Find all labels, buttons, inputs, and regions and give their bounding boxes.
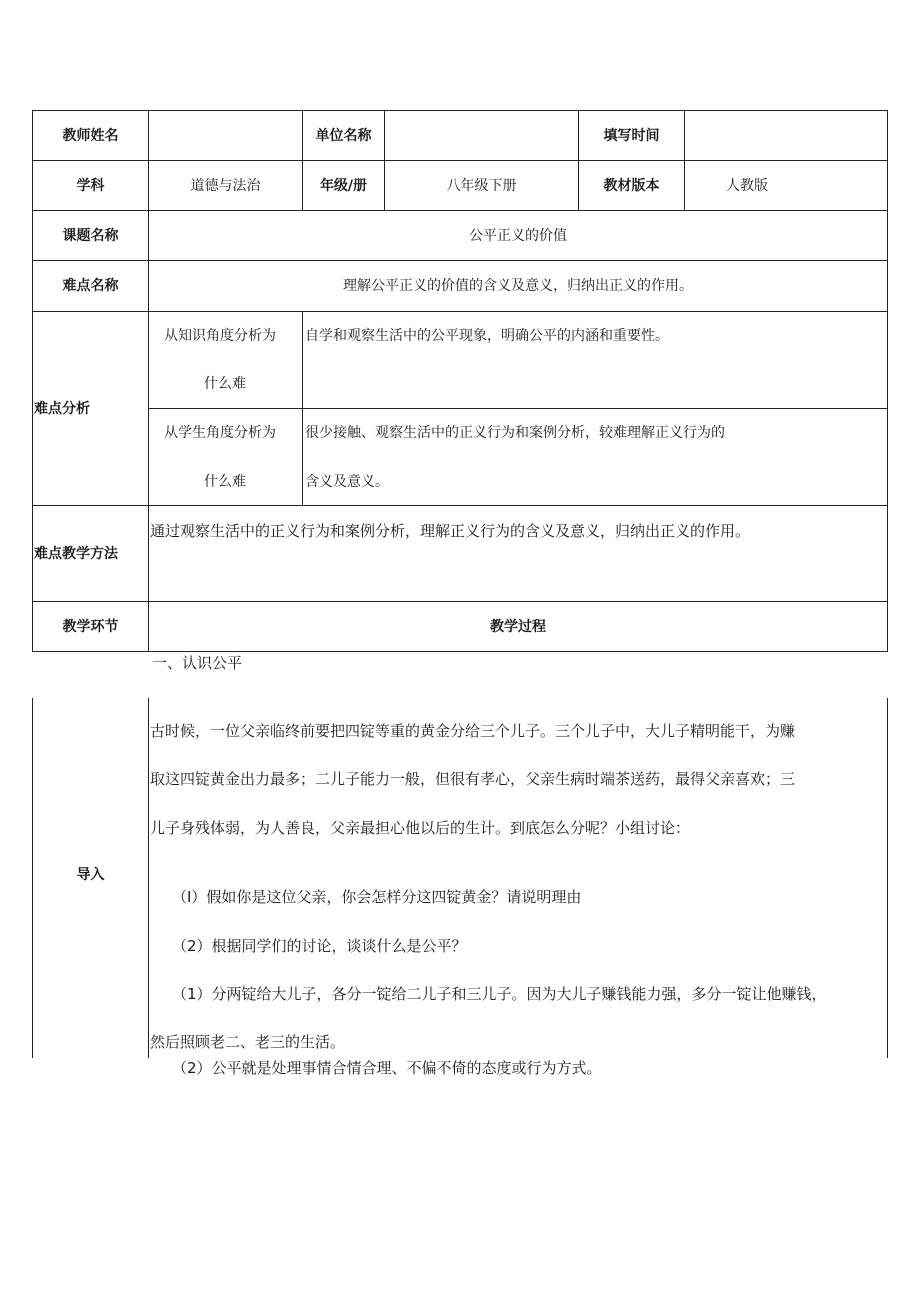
- question-1: （I）假如你是这位父亲，你会怎样分这四锭黄金？请说明理由: [172, 888, 582, 906]
- knowledge-angle-label-line1: 从知识角度分析为: [164, 328, 276, 344]
- method-value: 通过观察生活中的正义行为和案例分析，理解正义行为的含义及意义，归纳出正义的作用。: [150, 522, 751, 540]
- answer-1-line-1: （1）分两锭给大儿子，各分一锭给二儿子和三儿子。因为大儿子赚钱能力强，多分一锭让他赚钱，: [172, 985, 827, 1003]
- teacher-name-label: 教师姓名: [62, 127, 119, 144]
- question-2: （2）根据同学们的讨论，谈谈什么是公平？: [172, 937, 467, 955]
- knowledge-angle-label-line2: 什么难: [204, 376, 246, 392]
- difficulty-label: 难点名称: [62, 278, 119, 294]
- subject-label: 学科: [76, 177, 105, 194]
- answer-2: （2）公平就是处理事情合情合理、不偏不倚的态度或行为方式。: [172, 1059, 602, 1077]
- teaching-process-label: 教学过程: [490, 618, 546, 635]
- knowledge-angle-value: 自学和观察生活中的公平现象，明确公平的内涵和重要性。: [305, 328, 669, 344]
- difficulty-value: 理解公平正义的价值的含义及意义，归纳出正义的作用。: [343, 278, 693, 294]
- method-label: 难点教学方法: [34, 545, 118, 562]
- topic-value: 公平正义的价值: [469, 227, 567, 244]
- intro-label: 导入: [76, 867, 105, 883]
- fill-time-value: [685, 111, 887, 160]
- unit-name-label: 单位名称: [315, 127, 372, 144]
- topic-label: 课题名称: [62, 227, 119, 244]
- teacher-name-value: [149, 111, 302, 160]
- story-line-3: 儿子身残体弱，为人善良，父亲最担心他以后的生计。到底怎么分呢？小组讨论：: [150, 819, 691, 837]
- story-line-2: 取这四锭黄金出力最多；二儿子能力一般，但很有孝心，父亲生病时端茶送药，最得父亲喜欢；三: [150, 770, 796, 788]
- grade-value: 八年级下册: [446, 177, 517, 194]
- teaching-step-label: 教学环节: [62, 618, 119, 635]
- student-angle-label-line2: 什么难: [204, 474, 246, 490]
- student-angle-value-line1: 很少接触、观察生活中的正义行为和案例分析，较难理解正义行为的: [305, 425, 725, 441]
- story-line-1: 古时候，一位父亲临终前要把四锭等重的黄金分给三个儿子。三个儿子中，大儿子精明能干，为赚: [150, 722, 796, 740]
- fill-time-label: 填写时间: [603, 127, 660, 144]
- student-angle-label-line1: 从学生角度分析为: [164, 425, 276, 441]
- grade-label: 年级/册: [319, 177, 368, 194]
- student-angle-value-line2: 含义及意义。: [305, 474, 389, 490]
- unit-name-value: [385, 111, 578, 160]
- subject-value: 道德与法治: [190, 177, 261, 194]
- answer-1-line-2: 然后照顾老二、老三的生活。: [150, 1033, 346, 1051]
- edition-label: 教材版本: [603, 177, 660, 194]
- edition-value: 人教版: [726, 177, 768, 194]
- analysis-label: 难点分析: [34, 400, 90, 417]
- section-heading: 一、认识公平: [152, 654, 243, 672]
